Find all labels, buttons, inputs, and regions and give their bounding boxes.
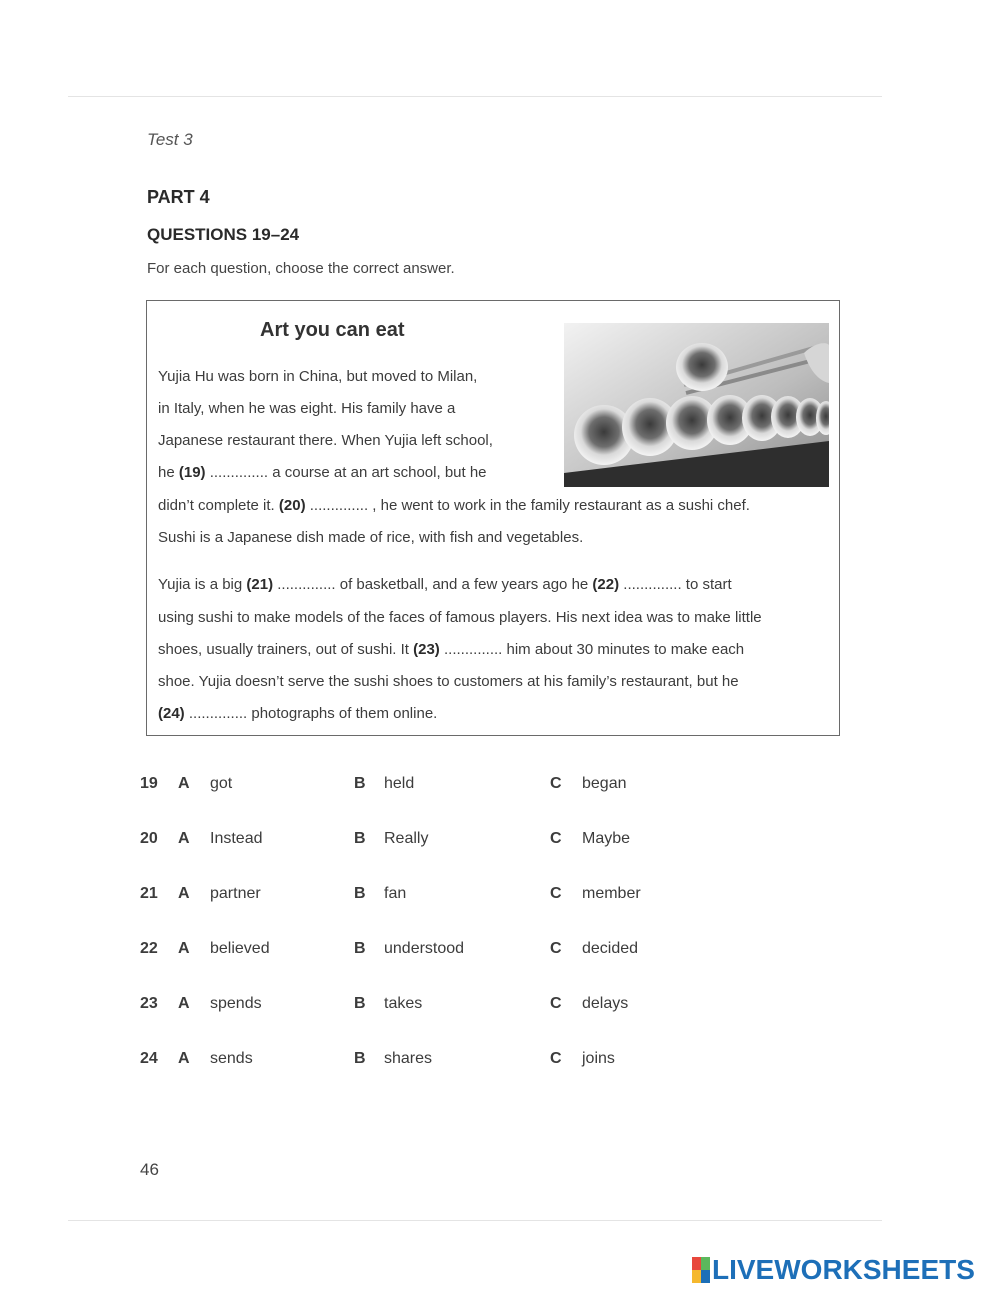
option-b[interactable]: fan [384, 885, 407, 902]
option-b[interactable]: understood [384, 940, 465, 957]
gap-20[interactable]: (20) [278, 497, 306, 514]
option-b-label[interactable]: B [354, 995, 366, 1012]
option-b[interactable]: Really [384, 830, 429, 847]
option-c[interactable]: joins [582, 1050, 615, 1067]
question-number: 22 [140, 940, 158, 957]
question-row-21 [0, 885, 1000, 909]
passage-line-11: (24) .............. photographs of them online. [158, 705, 438, 722]
option-c[interactable]: Maybe [582, 830, 631, 847]
instruction-text: For each question, choose the correct answer. [147, 260, 455, 277]
option-a-label[interactable]: A [178, 995, 190, 1012]
brand-name: LIVEWORKSHEETS [712, 1254, 975, 1285]
question-row-24 [0, 1050, 1000, 1074]
option-a-label[interactable]: A [178, 830, 190, 847]
option-b[interactable]: held [384, 775, 415, 792]
page-number: 46 [140, 1160, 159, 1179]
liveworksheets-brand[interactable] [692, 1255, 975, 1285]
option-a[interactable]: sends [210, 1050, 253, 1067]
question-row-19 [0, 775, 1000, 799]
passage-line-4: he (19) .............. a course at an art school, but he [158, 464, 487, 481]
question-row-20 [0, 830, 1000, 854]
question-row-23 [0, 995, 1000, 1019]
top-rule [68, 96, 882, 97]
question-number: 21 [140, 885, 158, 902]
gap-23[interactable]: (23) [413, 641, 440, 658]
passage-line-3: Japanese restaurant there. When Yujia left school, [158, 432, 493, 449]
gap-19[interactable]: (19) [178, 464, 206, 481]
option-c[interactable]: delays [582, 995, 629, 1012]
option-a[interactable]: spends [210, 995, 262, 1012]
option-c-label[interactable]: C [550, 1050, 562, 1067]
question-row-22 [0, 940, 1000, 964]
option-b-label[interactable]: B [354, 830, 366, 847]
option-b-label[interactable]: B [354, 775, 366, 792]
option-a[interactable]: partner [210, 885, 261, 902]
option-b-label[interactable]: B [354, 885, 366, 902]
option-c-label[interactable]: C [550, 885, 562, 902]
passage-line-7: Yujia is a big (21) .............. of basketball, and a few years ago he (22) .............. to start [158, 576, 732, 593]
option-c-label[interactable]: C [550, 995, 562, 1012]
bottom-rule [68, 1220, 882, 1221]
option-b[interactable]: takes [384, 995, 423, 1012]
liveworksheets-logo-icon [692, 1257, 710, 1283]
gap-22[interactable]: (22) [592, 576, 620, 593]
option-a[interactable]: got [210, 775, 233, 792]
test-label: Test 3 [147, 130, 193, 149]
option-c[interactable]: member [582, 885, 641, 902]
option-a-label[interactable]: A [178, 940, 190, 957]
passage-box [146, 300, 840, 736]
option-a-label[interactable]: A [178, 1050, 190, 1067]
question-number: 24 [140, 1050, 158, 1067]
option-c[interactable]: began [582, 775, 627, 792]
option-b-label[interactable]: B [354, 940, 366, 957]
option-c-label[interactable]: C [550, 940, 562, 957]
option-a-label[interactable]: A [178, 775, 190, 792]
option-c-label[interactable]: C [550, 830, 562, 847]
gap-24[interactable]: (24) [158, 705, 185, 722]
option-a[interactable]: Instead [210, 830, 263, 847]
passage-line-10: shoe. Yujia doesn’t serve the sushi shoes to customers at his family’s restaurant, but he [158, 673, 739, 690]
part-title: PART 4 [147, 187, 210, 207]
passage-line-2: in Italy, when he was eight. His family have a [158, 400, 456, 417]
option-a[interactable]: believed [210, 940, 270, 957]
sushi-image [564, 323, 829, 487]
option-a-label[interactable]: A [178, 885, 190, 902]
passage-line-8: using sushi to make models of the faces of famous players. His next idea was to make little [158, 609, 762, 626]
passage-line-1: Yujia Hu was born in China, but moved to Milan, [158, 368, 478, 385]
passage-line-9: shoes, usually trainers, out of sushi. It (23) .............. him about 30 minutes to make each [158, 641, 745, 658]
question-number: 19 [140, 775, 158, 792]
option-b[interactable]: shares [384, 1050, 433, 1067]
option-c-label[interactable]: C [550, 775, 562, 792]
question-number: 20 [140, 830, 158, 847]
question-number: 23 [140, 995, 158, 1012]
sushi-photo [564, 323, 829, 487]
option-b-label[interactable]: B [354, 1050, 366, 1067]
option-c[interactable]: decided [582, 940, 639, 957]
gap-21[interactable]: (21) [246, 576, 274, 593]
passage-line-5: didn’t complete it. (20) .............. , he went to work in the family restaurant as a sushi chef. [158, 497, 750, 514]
questions-title: QUESTIONS 19–24 [147, 225, 300, 244]
passage-line-6: Sushi is a Japanese dish made of rice, with fish and vegetables. [158, 529, 584, 546]
passage-title: Art you can eat [260, 319, 405, 341]
